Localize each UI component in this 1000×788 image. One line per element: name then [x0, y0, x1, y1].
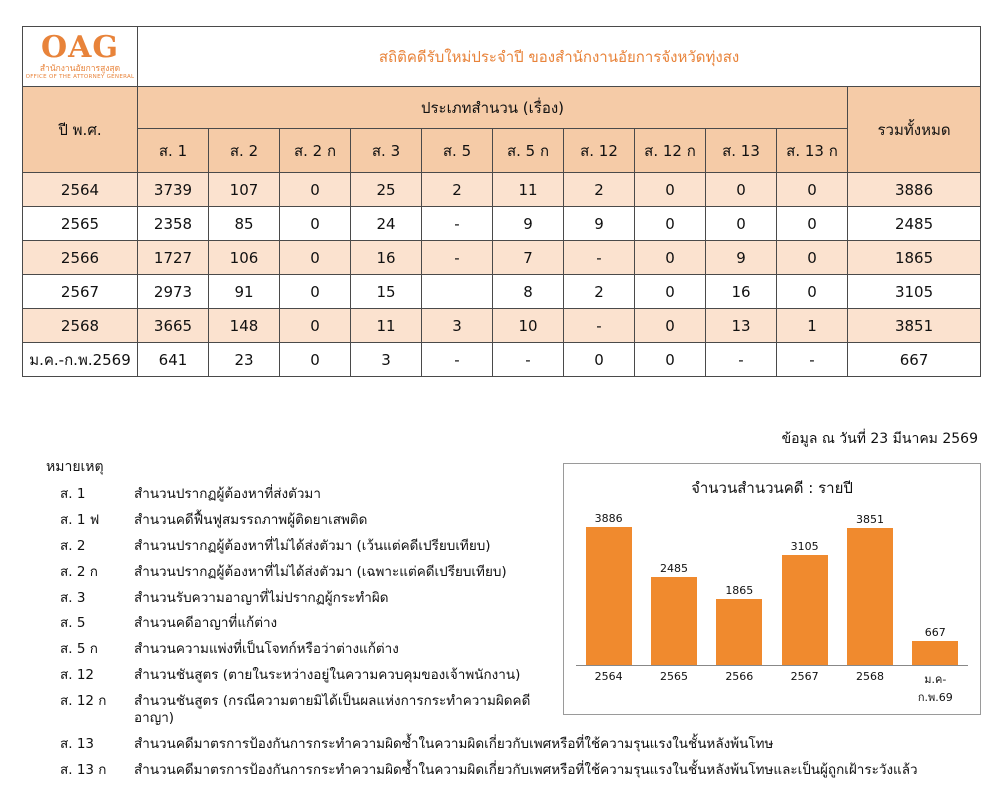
- cell-s5k: 8: [493, 275, 564, 309]
- bar: [782, 555, 828, 665]
- cell-s1: 2358: [138, 207, 209, 241]
- x-tick-label: ม.ค-ก.พ.69: [917, 673, 953, 704]
- cell-s5k: 10: [493, 309, 564, 343]
- list-item: [46, 486, 566, 503]
- list-item: [46, 693, 566, 727]
- cell-s2k: 0: [280, 173, 351, 207]
- cell-s12: -: [564, 309, 635, 343]
- cell-s13k: 0: [777, 207, 848, 241]
- header-year: ปี พ.ศ.: [23, 87, 138, 173]
- cell-s12k: 0: [635, 173, 706, 207]
- cell-total: 3105: [848, 275, 981, 309]
- cell-s5: 3: [422, 309, 493, 343]
- row-year: 2568: [23, 309, 138, 343]
- note-key: ส. 5: [60, 615, 86, 632]
- cell-s5: [422, 275, 493, 309]
- bar-group: [582, 506, 636, 665]
- x-tick-label: 2567: [790, 670, 819, 683]
- cell-s1: 641: [138, 343, 209, 377]
- bar-value-label: 3851: [855, 513, 884, 526]
- table-row: [23, 173, 981, 207]
- cell-total: 3851: [848, 309, 981, 343]
- table-row: [23, 241, 981, 275]
- note-key: ส. 3: [60, 589, 86, 606]
- cell-s2k: 0: [280, 241, 351, 275]
- cell-s1: 3739: [138, 173, 209, 207]
- header-col-s1: ส. 1: [138, 129, 209, 173]
- cell-s12: 9: [564, 207, 635, 241]
- chart-x-axis-labels: [576, 670, 968, 706]
- header-col-s5k: ส. 5 ก: [493, 129, 564, 173]
- cell-s12: 2: [564, 173, 635, 207]
- list-item: [46, 512, 566, 529]
- list-item: [46, 641, 566, 658]
- cell-s2: 91: [209, 275, 280, 309]
- cell-s2: 23: [209, 343, 280, 377]
- header-col-s2: ส. 2: [209, 129, 280, 173]
- cell-total: 2485: [848, 207, 981, 241]
- cell-s2k: 0: [280, 309, 351, 343]
- note-key: ส. 12 ก: [60, 693, 107, 709]
- header-col-s3: ส. 3: [351, 129, 422, 173]
- cell-s12k: 0: [635, 241, 706, 275]
- table-header-group-row: [23, 87, 981, 129]
- note-text: สำนวนคดีมาตรการป้องกันการกระทำความผิดซ้ำในความผิดเกี่ยวกับเพศหรือที่ใช้ความรุนแรงในชั้นหลังพ้นโทษและเป็นผู้ถูกเฝ้าระวังแล้ว: [134, 761, 918, 778]
- list-item: [46, 736, 946, 753]
- logo-acronym: OAG: [40, 29, 120, 65]
- chart-plot-area: [576, 506, 968, 704]
- note-text: สำนวนปรากฏผู้ต้องหาที่ส่งตัวมา: [134, 486, 321, 502]
- note-text: สำนวนปรากฏผู้ต้องหาที่ไม่ได้ส่งตัวมา (เฉพาะแต่คดีเปรียบเทียบ): [134, 563, 507, 580]
- cell-s2: 107: [209, 173, 280, 207]
- note-key: ส. 1 ฟ: [60, 511, 100, 528]
- cell-s5: -: [422, 207, 493, 241]
- note-text: สำนวนปรากฏผู้ต้องหาที่ไม่ได้ส่งตัวมา (เว้นแต่คดีเปรียบเทียบ): [134, 537, 491, 554]
- header-grand-total: รวมทั้งหมด: [848, 87, 981, 173]
- row-year: ม.ค.-ก.พ.2569: [23, 343, 138, 377]
- note-text: สำนวนรับความอาญาที่ไม่ปรากฏผู้กระทำผิด: [134, 589, 389, 606]
- bar-value-label: 2485: [659, 562, 688, 575]
- note-key: ส. 5 ก: [60, 641, 98, 658]
- statistics-table-container: [22, 26, 980, 377]
- cell-s12: -: [564, 241, 635, 275]
- oag-logo: [23, 27, 138, 87]
- note-text: สำนวนคดีอาญาที่แก้ต่าง: [134, 615, 278, 632]
- bar: [912, 641, 958, 665]
- table-header-columns-row: [23, 129, 981, 173]
- row-year: 2565: [23, 207, 138, 241]
- note-text: สำนวนคดีฟื้นฟูสมรรถภาพผู้ติดยาเสพติด: [134, 511, 368, 528]
- cell-s5k: 7: [493, 241, 564, 275]
- note-key: ส. 12: [60, 667, 95, 684]
- list-item: [46, 667, 566, 684]
- bar-group: [712, 506, 766, 665]
- page-title: สถิติคดีรับใหม่ประจำปี ของสำนักงานอัยการจังหวัดทุ่งสง: [138, 27, 981, 87]
- bar: [716, 599, 762, 665]
- cell-s13: 0: [706, 207, 777, 241]
- statistics-table: [22, 26, 981, 377]
- cell-s12: 0: [564, 343, 635, 377]
- cell-s12k: 0: [635, 275, 706, 309]
- cell-s3: 24: [351, 207, 422, 241]
- table-row: [23, 309, 981, 343]
- bar: [586, 527, 632, 665]
- cell-s13k: 0: [777, 173, 848, 207]
- cell-s3: 11: [351, 309, 422, 343]
- bar-value-label: 667: [924, 626, 946, 639]
- bar-value-label: 3105: [790, 540, 819, 553]
- cell-s13: 13: [706, 309, 777, 343]
- bar-group: [647, 506, 701, 665]
- cell-total: 3886: [848, 173, 981, 207]
- cell-s12k: 0: [635, 309, 706, 343]
- list-item: [46, 762, 976, 779]
- chart-title: จำนวนสำนวนคดี : รายปี: [691, 479, 853, 497]
- x-tick-label: 2568: [855, 670, 884, 683]
- header-col-s13: ส. 13: [706, 129, 777, 173]
- cell-s3: 15: [351, 275, 422, 309]
- cell-s2k: 0: [280, 343, 351, 377]
- cell-s5k: 11: [493, 173, 564, 207]
- cell-s2: 85: [209, 207, 280, 241]
- cell-s3: 25: [351, 173, 422, 207]
- notes-title: หมายเหตุ: [46, 459, 104, 475]
- cell-s2: 148: [209, 309, 280, 343]
- list-item: [46, 538, 566, 555]
- table-title-row: [23, 27, 981, 87]
- cell-s13: -: [706, 343, 777, 377]
- table-row: [23, 343, 981, 377]
- cell-total: 1865: [848, 241, 981, 275]
- cell-s13k: 0: [777, 275, 848, 309]
- cell-s5: 2: [422, 173, 493, 207]
- cell-s2: 106: [209, 241, 280, 275]
- cell-s5: -: [422, 343, 493, 377]
- cell-s13: 16: [706, 275, 777, 309]
- bar-group: [778, 506, 832, 665]
- cell-s13k: -: [777, 343, 848, 377]
- note-key: ส. 13: [60, 735, 95, 752]
- x-tick-label: 2564: [594, 670, 623, 683]
- cell-s12k: 0: [635, 343, 706, 377]
- header-col-s12: ส. 12: [564, 129, 635, 173]
- logo-thai-name: สำนักงานอัยการสูงสุด: [39, 63, 121, 74]
- cell-s5: -: [422, 241, 493, 275]
- header-case-type-group: ประเภทสำนวน (เรื่อง): [138, 87, 848, 129]
- cases-per-year-chart: [563, 463, 981, 715]
- x-tick-label: 2565: [659, 670, 688, 683]
- note-text: สำนวนคดีมาตรการป้องกันการกระทำความผิดซ้ำในความผิดเกี่ยวกับเพศหรือที่ใช้ความรุนแรงในชั้นหลังพ้นโทษ: [134, 735, 774, 752]
- cell-s3: 3: [351, 343, 422, 377]
- note-key: ส. 13 ก: [60, 761, 107, 778]
- bar-group: [908, 506, 962, 665]
- note-key: ส. 2: [60, 537, 86, 554]
- bar-group: [843, 506, 897, 665]
- cell-s2k: 0: [280, 275, 351, 309]
- cell-s1: 3665: [138, 309, 209, 343]
- cell-total: 667: [848, 343, 981, 377]
- row-year: 2567: [23, 275, 138, 309]
- header-col-s13k: ส. 13 ก: [777, 129, 848, 173]
- header-col-s5: ส. 5: [422, 129, 493, 173]
- note-text: สำนวนชันสูตร (ตายในระหว่างอยู่ในความควบคุมของเจ้าพนักงาน): [134, 667, 521, 684]
- note-key: ส. 1: [60, 486, 86, 502]
- bar-value-label: 3886: [594, 512, 623, 525]
- cell-s1: 1727: [138, 241, 209, 275]
- note-key: ส. 2 ก: [60, 563, 98, 580]
- cell-s12k: 0: [635, 207, 706, 241]
- list-item: [46, 590, 566, 607]
- cell-s1: 2973: [138, 275, 209, 309]
- cell-s13: 0: [706, 173, 777, 207]
- cell-s13k: 0: [777, 241, 848, 275]
- cell-s12: 2: [564, 275, 635, 309]
- bar: [651, 577, 697, 665]
- cell-s5k: -: [493, 343, 564, 377]
- list-item: [46, 615, 566, 632]
- cell-s13k: 1: [777, 309, 848, 343]
- cell-s13: 9: [706, 241, 777, 275]
- table-row: [23, 207, 981, 241]
- cell-s3: 16: [351, 241, 422, 275]
- bar: [847, 528, 893, 665]
- list-item: [46, 564, 566, 581]
- logo-english-name: OFFICE OF THE ATTORNEY GENERAL: [25, 74, 135, 80]
- row-year: 2566: [23, 241, 138, 275]
- cell-s5k: 9: [493, 207, 564, 241]
- header-col-s12k: ส. 12 ก: [635, 129, 706, 173]
- header-col-s2k: ส. 2 ก: [280, 129, 351, 173]
- bar-value-label: 1865: [725, 584, 754, 597]
- note-text: สำนวนชันสูตร (กรณีความตายมิได้เป็นผลแห่งการกระทำความผิดคดีอาญา): [134, 693, 531, 726]
- chart-bars: [576, 506, 968, 666]
- table-row: [23, 275, 981, 309]
- row-year: 2564: [23, 173, 138, 207]
- note-text: สำนวนความแพ่งที่เป็นโจทก์หรือว่าต่างแก้ต่าง: [134, 641, 399, 658]
- x-tick-label: 2566: [725, 670, 754, 683]
- cell-s2k: 0: [280, 207, 351, 241]
- as-of-date: ข้อมูล ณ วันที่ 23 มีนาคม 2569: [781, 431, 978, 447]
